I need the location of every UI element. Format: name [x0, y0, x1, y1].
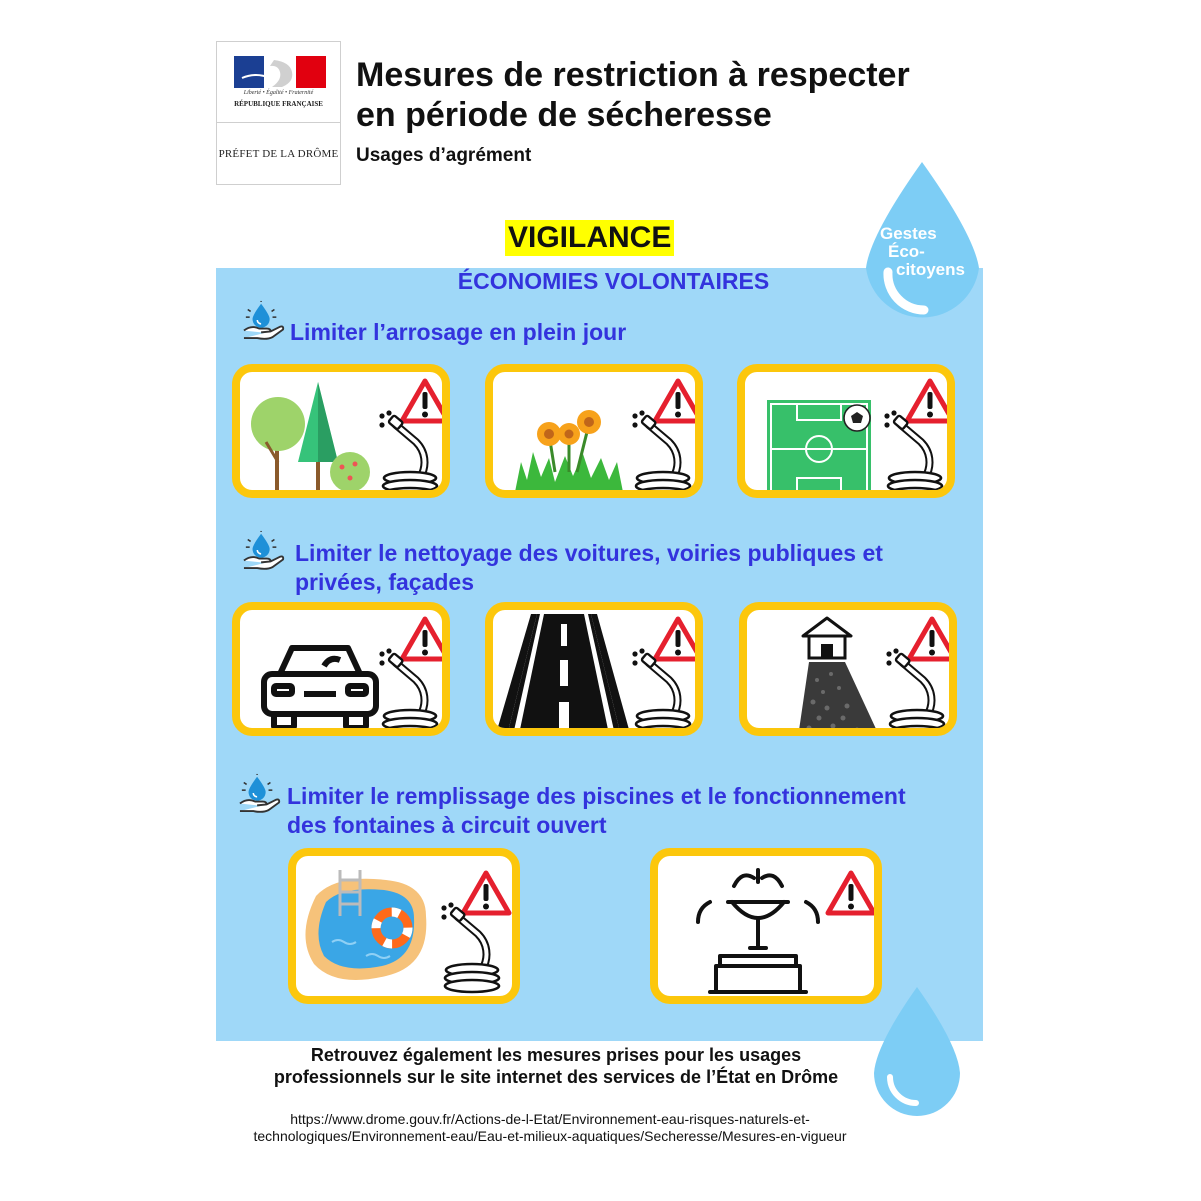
title-line-1: Mesures de restriction à respecter [356, 56, 910, 94]
eco-gestures-badge [880, 225, 965, 279]
warning-icon [907, 381, 953, 421]
fountain-icon [698, 870, 818, 992]
logo-republic: RÉPUBLIQUE FRANÇAISE [234, 100, 323, 108]
warning-icon [828, 873, 874, 913]
footer-message [216, 1044, 896, 1088]
section-heading-pools-line-2: des fontaines à circuit ouvert [287, 812, 607, 838]
road-icon [493, 614, 633, 736]
card-football-field-watering [737, 364, 955, 498]
card-pool-filling [288, 848, 520, 1004]
hose-icon [632, 410, 690, 498]
page-title [356, 55, 996, 135]
card-fountain [650, 848, 882, 1004]
warning-icon [402, 381, 448, 421]
section-heading-pools-line-1: Limiter le remplissage des piscines et le fonctionnement [287, 783, 906, 809]
hose-icon [632, 648, 690, 736]
section-heading-pools [287, 782, 906, 840]
trees-icon [251, 382, 370, 495]
page-subtitle: Usages d’agrément [356, 145, 532, 166]
card-flowers-watering [485, 364, 703, 498]
prefecture-logo [216, 41, 341, 185]
section-heading-cleaning [295, 539, 883, 597]
hose-icon [379, 410, 437, 498]
warning-icon [909, 619, 955, 659]
hose-icon [886, 648, 944, 736]
section-heading-watering: Limiter l’arrosage en plein jour [290, 319, 627, 345]
card-facade-cleaning [739, 602, 957, 736]
hand-water-drop-icon [236, 773, 282, 813]
house-driveway-icon [797, 618, 883, 736]
logo-prefect: PRÉFET DE LA DRÔME [218, 148, 339, 160]
card-car-washing [232, 602, 450, 736]
logo-divider [217, 122, 340, 123]
warning-icon [402, 619, 448, 659]
badge-line-2: Éco- [888, 242, 925, 261]
footer-url-line-2[interactable]: technologiques/Environnement-eau/Eau-et-milieux-aquatiques/Secheresse/Mesures-en-vigueur [253, 1128, 847, 1144]
car-icon [264, 648, 376, 728]
hose-icon [884, 410, 942, 498]
hand-water-drop-icon [240, 530, 286, 570]
marianne-flag-icon [234, 56, 326, 88]
swimming-pool-icon [305, 870, 426, 980]
football-field-icon [767, 400, 871, 498]
footer-line-1: Retrouvez également les mesures prises pour les usages [310, 1045, 802, 1065]
logo-motto: Liberté • Égalité • Fraternité [243, 90, 314, 96]
card-road-cleaning [485, 602, 703, 736]
warning-icon [463, 873, 509, 913]
footer-url-link[interactable] [200, 1111, 900, 1145]
section-heading-cleaning-line-2: privées, façades [295, 569, 475, 595]
alert-level-label: VIGILANCE [505, 220, 674, 256]
panel-title: ÉCONOMIES VOLONTAIRES [457, 268, 770, 294]
hand-water-drop-icon [240, 300, 286, 340]
title-line-2: en période de sécheresse [356, 96, 772, 134]
hose-icon [441, 902, 499, 992]
section-heading-cleaning-line-1: Limiter le nettoyage des voitures, voiries publiques et [295, 540, 883, 566]
badge-line-3: citoyens [896, 260, 965, 279]
footer-line-2: professionnels sur le site internet des services de l’État en Drôme [273, 1067, 839, 1087]
flowers-icon [515, 410, 623, 492]
warning-icon [655, 619, 701, 659]
badge-line-1: Gestes [880, 224, 937, 243]
footer-url-line-1[interactable]: https://www.drome.gouv.fr/Actions-de-l-Etat/Environnement-eau-risques-naturels-et- [290, 1111, 810, 1127]
card-trees-watering [232, 364, 450, 498]
warning-icon [655, 381, 701, 421]
hose-icon [379, 648, 437, 736]
